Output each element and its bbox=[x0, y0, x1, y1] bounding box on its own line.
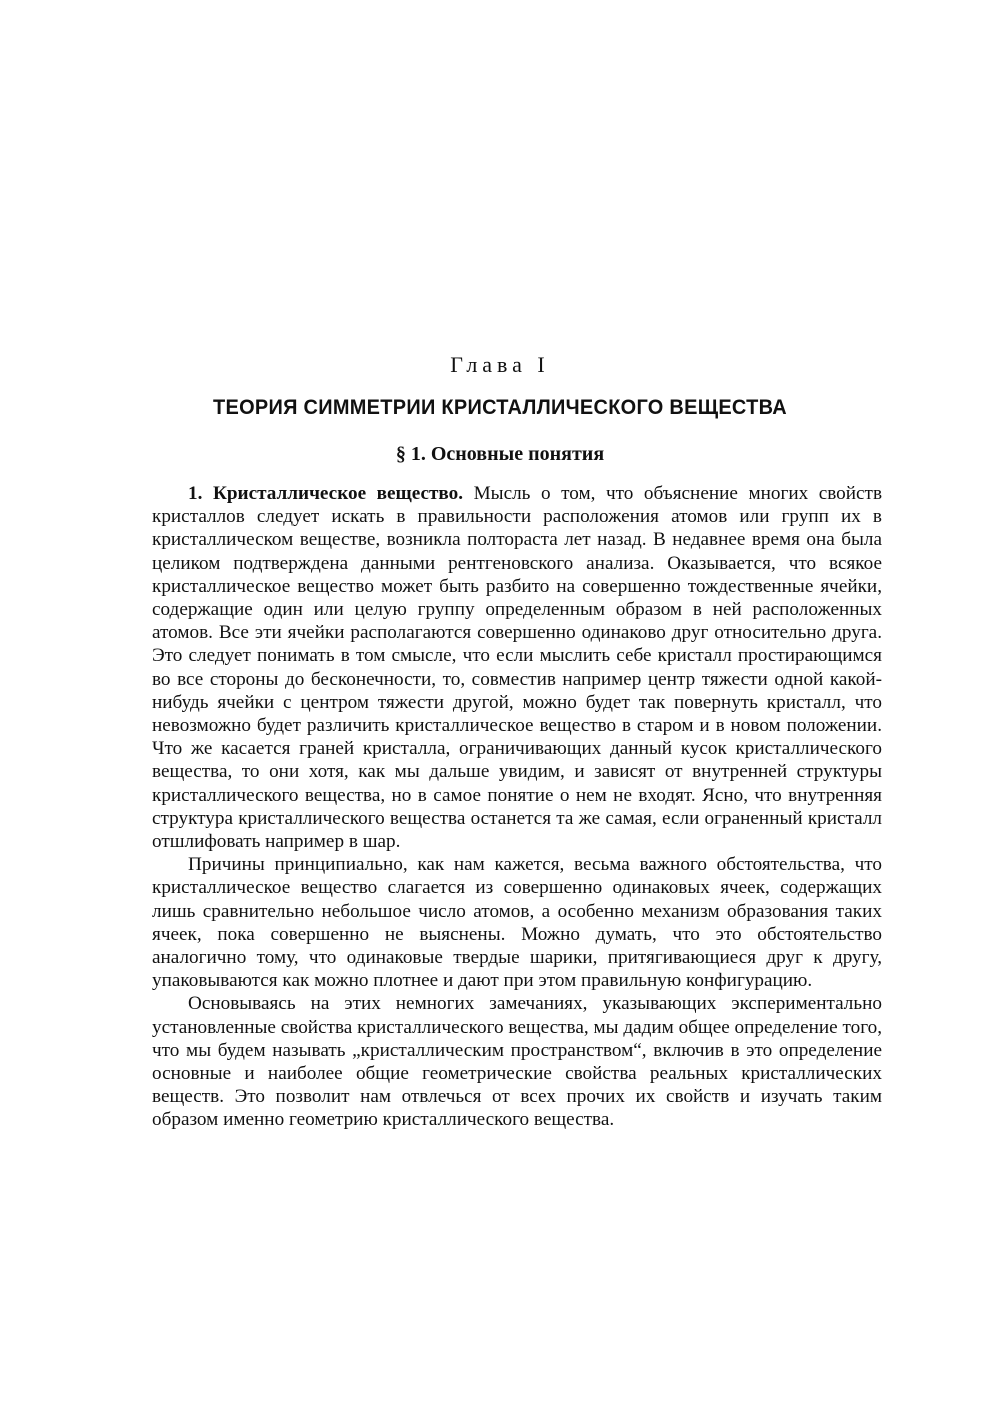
paragraph-1-text: Мысль о том, что объяснение многих свойств кристаллов следует искать в правильности расположения атомов или групп их в кристаллическом веществе, возникла полтораста лет назад. В недавнее время она была целиком подтверждена данными рентгеновского анализа. Оказывается, что всякое кристаллическое вещество может быть разбито на совершенно тождественные ячейки, содержащие один или целую группу определенным образом в ней расположенных атомов. Все эти ячейки располагаются совершенно одинаково друг относительно друга. Это следует понимать в том смысле, что если мыслить себе кристалл простирающимся во все стороны до бесконечности, то, совместив например центр тяжести одной какой-нибудь ячейки с центром тяжести другой, можно будет так повернуть кристалл, что невозможно будет различить кристаллическое вещество в старом и в новом положении. Что же касается граней кристалла, ограничивающих данный кусок кристаллического вещества, то они хотя, как мы дальше увидим, и зависят от внутренней структуры кристаллического вещества, но в самое понятие о нем не входят. Ясно, что внутренняя структура кристаллического вещества останется та же самая, если ограненный кристалл отшлифовать например в шар. bbox=[152, 483, 883, 853]
paragraph-3-text: Основываясь на этих немногих замечаниях, указывающих экспериментально установленные свойства кристаллического вещества, мы дадим общее определение того, что мы будем называть „кристаллическим пространством“, включив в это определение основные и наиболее общие геометрические свойства реальных кристаллических веществ. Это позволит нам отвлечься от всех прочих их свойств и изучать таким образом именно геометрию кристаллического вещества. bbox=[152, 993, 882, 1131]
paragraph-heading: 1. Кристаллическое вещество. bbox=[188, 483, 464, 504]
chapter-title: ТЕОРИЯ СИММЕТРИИ КРИСТАЛЛИЧЕСКОГО ВЕЩЕСТВА bbox=[213, 396, 787, 419]
chapter-label: Глава I bbox=[450, 352, 550, 377]
body-text bbox=[152, 482, 882, 1132]
paragraph-3 bbox=[152, 992, 882, 1131]
paragraph-2-text: Причины принципиально, как нам кажется, весьма важного обстоятельства, что кристаллическое вещество слагается из совершенно одинаковых ячеек, содержащих лишь сравнительно небольшое число атомов, а особенно механизм образования таких ячеек, пока совершенно не выяснены. Можно думать, что это обстоятельство аналогично тому, что одинаковые твердые шарики, притягивающиеся друг к другу, упаковываются как можно плотнее и дают при этом правильную конфигурацию. bbox=[152, 854, 882, 992]
paragraph-2 bbox=[152, 853, 882, 992]
paragraph-1 bbox=[152, 482, 882, 853]
section-heading: § 1. Основные понятия bbox=[395, 443, 605, 465]
